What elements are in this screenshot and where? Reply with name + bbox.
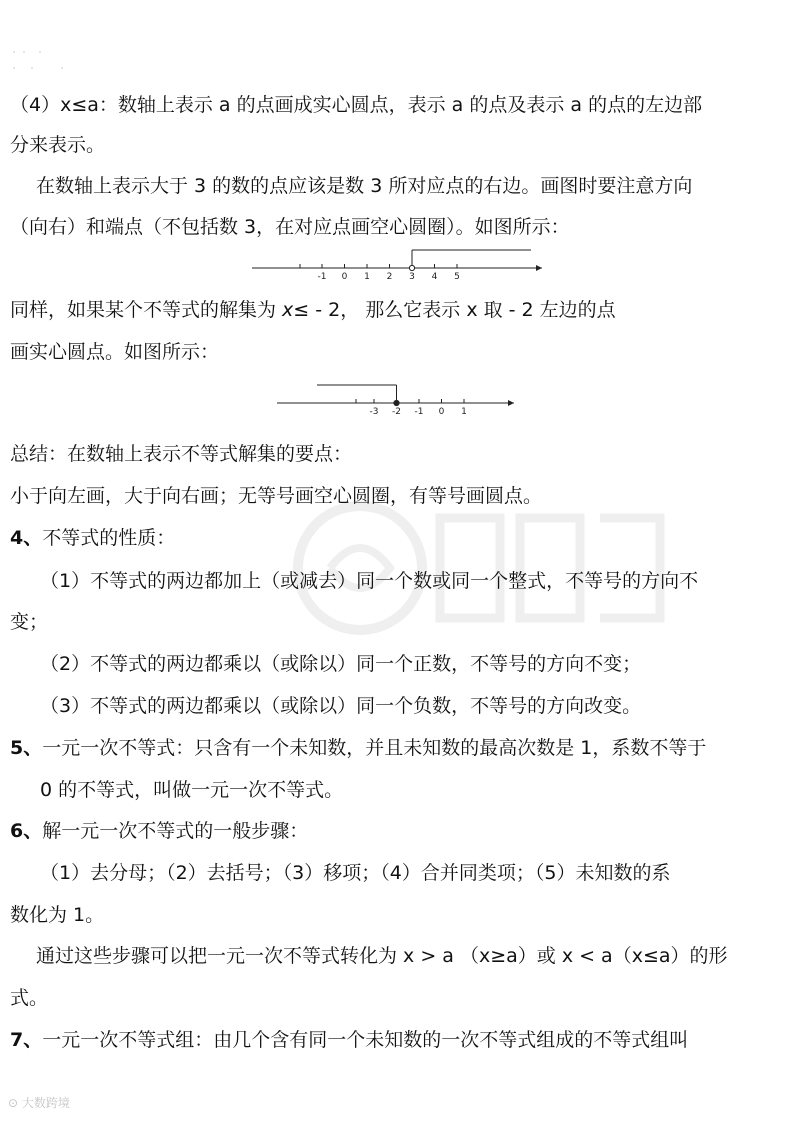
paragraph-line: 变； [10, 611, 49, 633]
text-segment: 同样，如果某个不等式的解集为 [10, 299, 283, 321]
tick-label: 0 [341, 272, 348, 282]
paragraph-line: 分来表示。 [10, 134, 106, 156]
tick-label: 1 [364, 272, 370, 282]
tick-label: -1 [414, 407, 424, 417]
paragraph-line: （3）不等式的两边都乘以（或除以）同一个负数，不等号的方向改变。 [40, 695, 642, 717]
paragraph-line: 总结：在数轴上表示不等式解集的要点： [10, 443, 353, 465]
section-heading-7 [10, 1028, 688, 1052]
endpoint-dot [409, 265, 414, 270]
tick-label: 5 [454, 272, 460, 282]
section-number: 4、 [10, 527, 43, 549]
section-title: 一元一次不等式：只含有一个未知数，并且未知数的最高次数是 1，系数不等于 [42, 737, 707, 759]
paragraph-line: （4）x≤a：数轴上表示 a 的点画成实心圆点，表示 a 的点及表示 a 的点的左边部 [10, 94, 703, 116]
axis-arrow [536, 265, 542, 271]
paragraph-line: （1）去分母；（2）去括号；（3）移项；（4）合并同类项；（5）未知数的系 [40, 862, 671, 884]
brand-logo-icon: ⊙ [8, 1096, 19, 1110]
tick-label: -3 [369, 407, 379, 417]
paragraph-line: 0 的不等式，叫做一元一次不等式。 [40, 779, 344, 801]
section-heading-4 [10, 526, 175, 550]
section-number: 5、 [10, 737, 43, 759]
tick-label: 1 [461, 407, 467, 417]
endpoint-dot [394, 400, 399, 405]
tick-label: -1 [317, 272, 327, 282]
paragraph-line: （2）不等式的两边都乘以（或除以）同一个正数，不等号的方向不变； [40, 653, 642, 675]
footer-brand-text: 大数跨境 [21, 1096, 70, 1110]
section-number: 7、 [10, 1029, 43, 1051]
text-segment: ≤ - 2， 那么它表示 x 取 - 2 左边的点 [293, 299, 616, 321]
section-title: 不等式的性质： [42, 527, 176, 549]
section-number: 6、 [10, 820, 43, 842]
section-heading-6 [10, 819, 308, 843]
paragraph-line [10, 298, 616, 322]
tick-label: 2 [386, 272, 393, 282]
paragraph-line: 通过这些步骤可以把一元一次不等式转化为 x > a （x≥a）或 x < a（x≤a）的形 [36, 945, 728, 967]
footer-brand [8, 1094, 70, 1111]
paragraph-line: 小于向左画，大于向右画；无等号画空心圆圈，有等号画圆点。 [10, 485, 543, 507]
tick-label: 4 [431, 272, 438, 282]
watermark-logo [290, 488, 670, 648]
paragraph-line: 式。 [10, 987, 49, 1009]
tick-label: -2 [392, 407, 401, 417]
tick-label: 0 [438, 407, 445, 417]
tick-label: 3 [409, 272, 415, 282]
variable-x: x [282, 299, 294, 321]
paragraph-line: 数化为 1。 [10, 904, 105, 926]
section-title: 一元一次不等式组：由几个含有同一个未知数的一次不等式组成的不等式组叫 [42, 1029, 689, 1051]
paragraph-line: 在数轴上表示大于 3 的数的点应该是数 3 所对应点的右边。画图时要注意方向 [36, 175, 693, 197]
section-heading-5 [10, 736, 706, 760]
paragraph-line: （向右）和端点（不包括数 3，在对应点画空心圆圈）。如图所示： [10, 216, 570, 238]
paragraph-line: 画实心圆点。如图所示： [10, 341, 220, 363]
section-title: 解一元一次不等式的一般步骤： [42, 820, 309, 842]
corner-marks [10, 46, 70, 76]
axis-arrow [508, 400, 514, 406]
paragraph-line: （1）不等式的两边都加上（或减去）同一个数或同一个整式，不等号的方向不 [40, 570, 699, 592]
